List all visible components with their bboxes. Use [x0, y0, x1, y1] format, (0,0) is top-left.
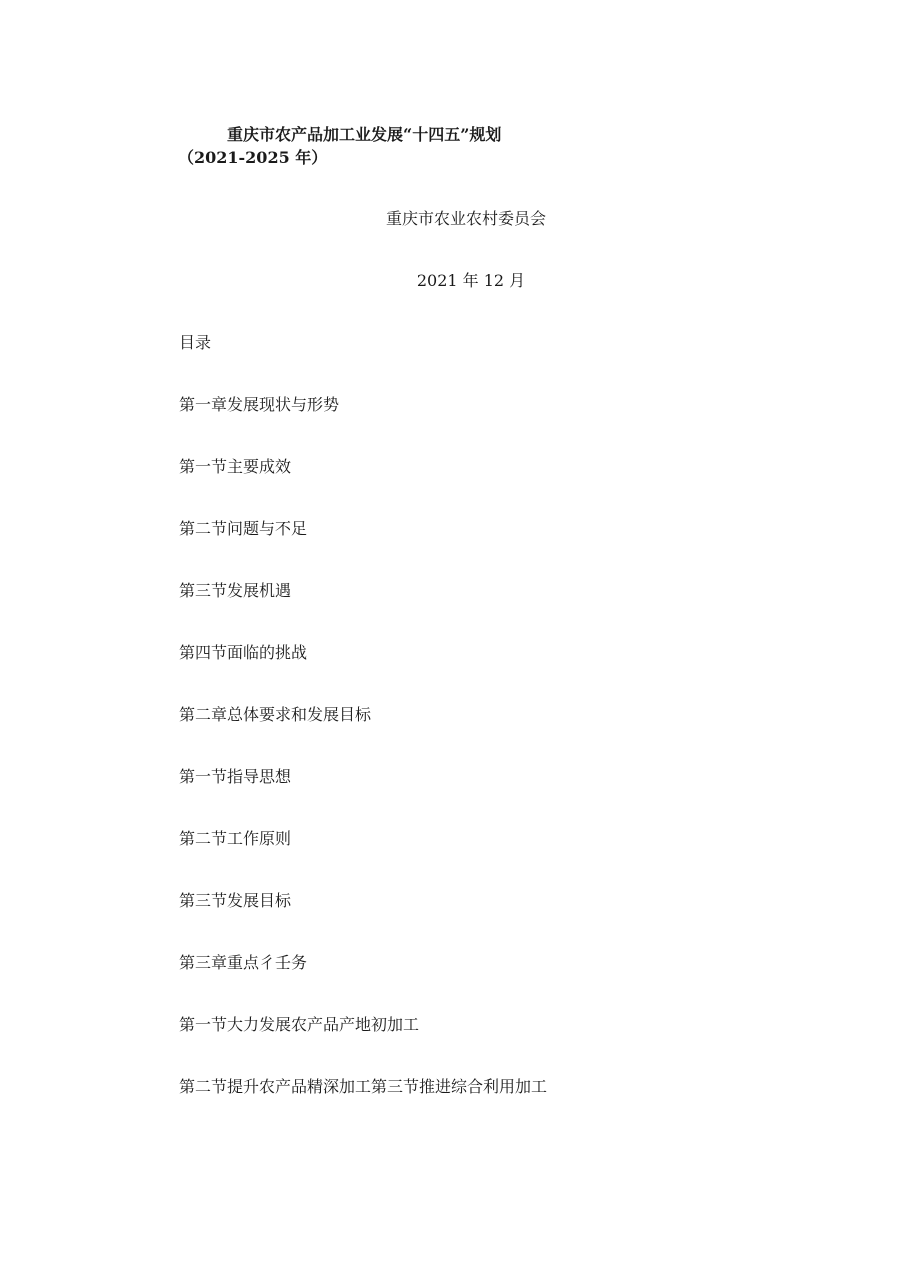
toc-item-section-3-2-3-3: 第二节提升农产品精深加工第三节推进综合利用加工 [179, 1077, 548, 1096]
toc-item-section-1-3: 第三节发展机遇 [179, 581, 292, 600]
table-of-contents [179, 332, 547, 1138]
document-title-period: （2021-2025 年） [178, 148, 328, 167]
toc-item-section-1-1: 第一节主要成效 [179, 457, 292, 476]
toc-item-chapter-2: 第二章总体要求和发展目标 [179, 705, 372, 724]
toc-item-section-2-1: 第一节指导思想 [179, 767, 292, 786]
toc-heading: 目录 [179, 333, 212, 352]
toc-item-chapter-1: 第一章发展现状与形势 [179, 395, 340, 414]
toc-item-section-2-3: 第三节发展目标 [179, 891, 292, 910]
toc-item-section-1-2: 第二节问题与不足 [179, 519, 308, 538]
document-date: 2021 年 12 月 [416, 271, 526, 290]
document-title: 重庆市农产品加工业发展“十四五”规划 [227, 125, 502, 144]
toc-item-section-3-1: 第一节大力发展农产品产地初加工 [179, 1015, 420, 1034]
toc-item-chapter-3: 第三章重点彳壬务 [179, 953, 308, 972]
toc-item-section-1-4: 第四节面临的挑战 [179, 643, 308, 662]
document-author: 重庆市农业农村委员会 [385, 209, 546, 228]
toc-item-section-2-2: 第二节工作原则 [179, 829, 292, 848]
